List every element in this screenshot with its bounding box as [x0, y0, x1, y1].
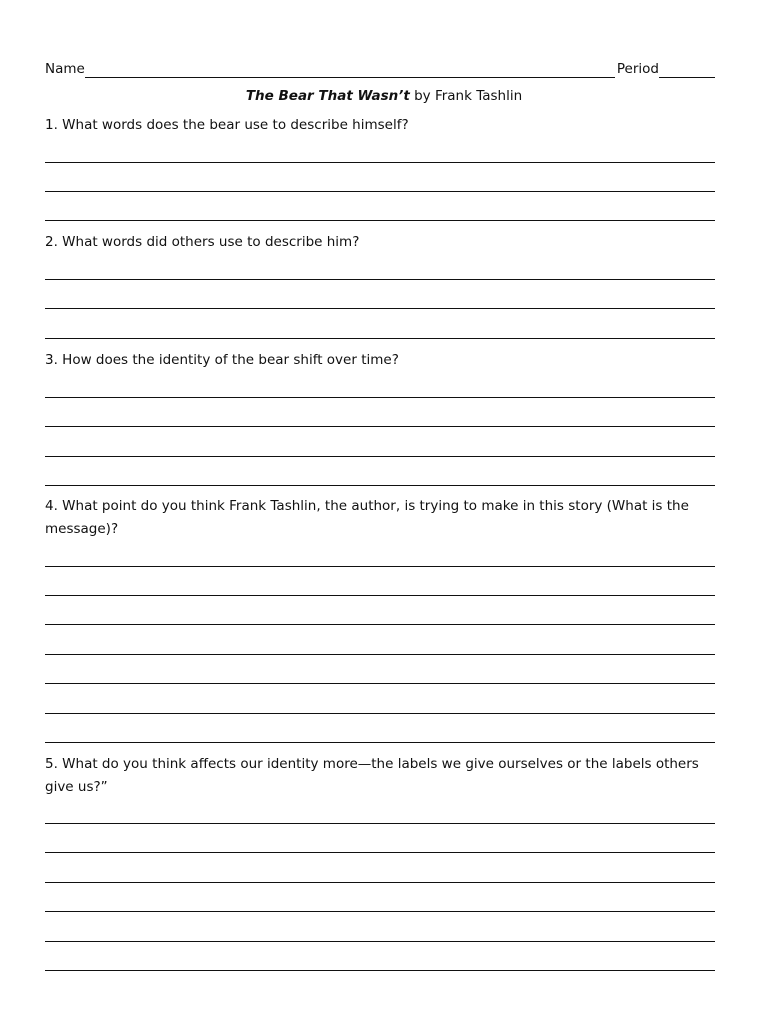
answer-line[interactable] [45, 338, 715, 339]
answer-line[interactable] [45, 191, 715, 192]
worksheet-title [0, 87, 768, 105]
answer-line[interactable] [45, 456, 715, 457]
period-label: Period [616, 61, 659, 77]
name-label: Name [45, 61, 85, 77]
header-row [45, 58, 715, 78]
question-5: 5. What do you think affects our identity more—the labels we give ourselves or the labels others give us?” [45, 756, 699, 795]
question-1: 1. What words does the bear use to describe himself? [45, 117, 409, 133]
answer-line[interactable] [45, 426, 715, 427]
answer-line[interactable] [45, 823, 715, 824]
answer-line[interactable] [45, 595, 715, 596]
answer-line[interactable] [45, 654, 715, 655]
name-field[interactable] [85, 63, 615, 78]
question-4: 4. What point do you think Frank Tashlin, the author, is trying to make in this story (What is the message)? [45, 498, 689, 537]
answer-line[interactable] [45, 308, 715, 309]
answer-line[interactable] [45, 882, 715, 883]
answer-line[interactable] [45, 162, 715, 163]
answer-line[interactable] [45, 742, 715, 743]
answer-line[interactable] [45, 566, 715, 567]
book-title: The Bear That Wasn’t [245, 88, 410, 104]
question-2: 2. What words did others use to describe him? [45, 234, 360, 250]
answer-line[interactable] [45, 485, 715, 486]
answer-line[interactable] [45, 397, 715, 398]
answer-line[interactable] [45, 220, 715, 221]
period-field[interactable] [659, 63, 715, 78]
answer-line[interactable] [45, 941, 715, 942]
byline: by Frank Tashlin [409, 88, 523, 104]
question-3: 3. How does the identity of the bear shift over time? [45, 352, 399, 368]
answer-line[interactable] [45, 970, 715, 971]
answer-line[interactable] [45, 911, 715, 912]
answer-line[interactable] [45, 852, 715, 853]
answer-line[interactable] [45, 624, 715, 625]
answer-line[interactable] [45, 713, 715, 714]
answer-line[interactable] [45, 279, 715, 280]
answer-line[interactable] [45, 683, 715, 684]
